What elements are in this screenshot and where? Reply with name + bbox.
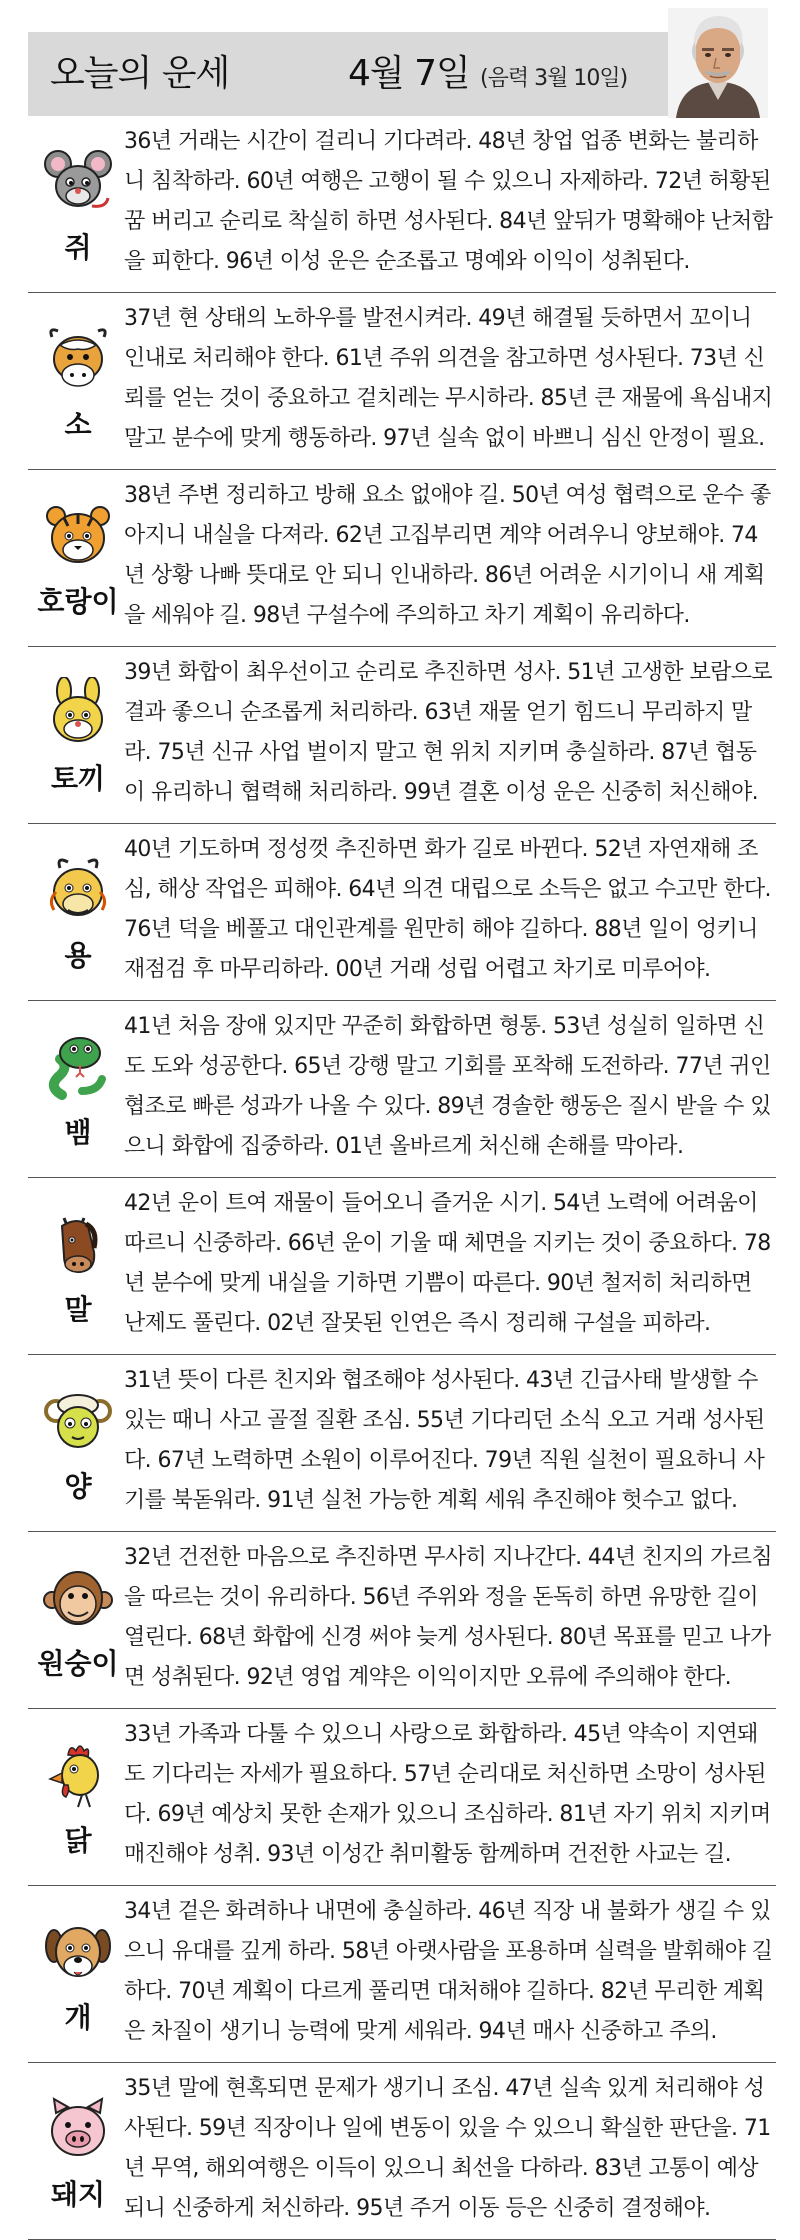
fortune-entry-rabbit [28,647,776,824]
horse-icon [42,1208,114,1280]
fortune-text: 42년 운이 트여 재물이 들어오니 즐거운 시기. 54년 노력에 어려움이 따르니 신중하라. 66년 운이 기울 때 체면을 지키는 것이 중요하다. 78년 분수에 맞게 내실을 기하면 기쁨이 따른다. 90년 철저히 처리하면 난제도 풀린다. 02년 잘못된 인연은 즉시 정리해 구설을 피하라. [124,1191,771,1336]
fortune-entry-dog [28,1886,776,2063]
animal-badge [28,1532,128,1707]
solar-date: 4월 7일 [348,53,470,94]
fortune-text: 40년 기도하며 정성껏 추진하면 화가 길로 바뀐다. 52년 자연재해 조심, 해상 작업은 피해야. 64년 의견 대립으로 소득은 없고 수고만 한다. 76년 덕을 베풀고 대인관계를 원만히 해야 길하다. 88년 일이 엉키니 재점검 후 마무리하라. 00년 거래 성립 어렵고 차기로 미루어야. [124,837,771,982]
fortune-text: 38년 주변 정리하고 방해 요소 없애야 길. 50년 여성 협력으로 운수 좋아지니 내실을 다져라. 62년 고집부리면 계약 어려우니 양보해야. 74년 상황 나빠 뜻대로 안 되니 인내하라. 86년 어려운 시기이니 새 계획을 세워야 길. 98년 구설수에 주의하고 차기 계획이 유리하다. [124,483,771,628]
fortune-text: 31년 뜻이 다른 친지와 협조해야 성사된다. 43년 긴급사태 발생할 수 있는 때니 사고 골절 질환 조심. 55년 기다리던 소식 오고 거래 성사된다. 67년 노력하면 소원이 이루어진다. 79년 직원 실천이 필요하니 사기를 북돋워라. 91년 실천 가능한 계획 세워 추진해야 헛수고 없다. [124,1368,765,1513]
animal-badge [28,1355,128,1530]
animal-name: 원숭이 [37,1647,119,1680]
animal-badge [28,1001,128,1176]
fortune-entry-pig [28,2063,776,2240]
animal-badge [28,293,128,468]
rabbit-icon [42,677,114,749]
fortune-list [28,116,776,2240]
fortune-text: 35년 말에 현혹되면 문제가 생기니 조심. 47년 실속 있게 처리해야 성사된다. 59년 직장이나 일에 변동이 있을 수 있으니 확실한 판단을. 71년 무역, 해외여행은 이득이 있으니 최선을 다하라. 83년 고통이 예상되니 신중하게 처신하라. 95년 주거 이동 등은 신중히 결정해야. [124,2076,771,2221]
animal-badge [28,2063,128,2238]
animal-badge [28,824,128,999]
fortune-entry-horse [28,1178,776,1355]
fortune-text: 37년 현 상태의 노하우를 발전시켜라. 49년 해결될 듯하면서 꼬이니 인내로 처리해야 한다. 61년 주위 의견을 참고하면 성사된다. 73년 신뢰를 얻는 것이 중요하고 겉치레는 무시하라. 85년 큰 재물에 욕심내지 말고 분수에 맞게 행동하라. 97년 실속 없이 바쁘니 심신 안정이 필요. [124,306,773,451]
fortune-text: 34년 겉은 화려하나 내면에 충실하라. 46년 직장 내 불화가 생길 수 있으니 유대를 깊게 하라. 58년 아랫사람을 포용하며 실력을 발휘해야 길하다. 70년 계획이 다르게 풀리면 대처해야 길하다. 82년 무리한 계획은 차질이 생기니 능력에 맞게 세워라. 94년 매사 신중하고 주의. [124,1899,773,2044]
ox-icon [42,323,114,395]
animal-name: 소 [64,408,92,441]
animal-name: 양 [64,1470,92,1503]
fortune-entry-dragon [28,824,776,1001]
rooster-icon [42,1739,114,1811]
dog-icon [42,1916,114,1988]
animal-name: 쥐 [64,231,92,264]
fortune-text: 32년 건전한 마음으로 추진하면 무사히 지나간다. 44년 친지의 가르침을 따르는 것이 유리하다. 56년 주위와 정을 돈독히 하면 유망한 길이 열린다. 68년 화합에 신경 써야 늦게 성사된다. 80년 목표를 믿고 나가면 성취된다. 92년 영업 계약은 이익이지만 오류에 주의해야 한다. [124,1545,773,1690]
animal-name: 개 [64,2001,92,2034]
author-portrait [668,8,768,118]
animal-name: 뱀 [64,1116,92,1149]
fortune-entry-snake [28,1001,776,1178]
animal-name: 용 [64,939,92,972]
animal-badge [28,470,128,645]
fortune-entry-sheep [28,1355,776,1532]
fortune-entry-monkey [28,1532,776,1709]
fortune-text: 36년 거래는 시간이 걸리니 기다려라. 48년 창업 업종 변화는 불리하니 침착하라. 60년 여행은 고행이 될 수 있으니 자제하라. 72년 허황된 꿈 버리고 순리로 착실히 하면 성사된다. 84년 앞뒤가 명확해야 난처함을 피한다. 96년 이성 운은 순조롭고 명예와 이익이 성취된다. [124,129,773,274]
fortune-entry-rooster [28,1709,776,1886]
animal-name: 말 [64,1293,92,1326]
tiger-icon [42,500,114,572]
animal-badge [28,116,128,291]
animal-name: 토끼 [50,762,106,795]
fortune-entry-rat [28,116,776,293]
animal-badge [28,1886,128,2061]
animal-name: 돼지 [50,2178,106,2211]
sheep-icon [42,1385,114,1457]
animal-badge [28,1709,128,1884]
fortune-text: 33년 가족과 다툴 수 있으니 사랑으로 화합하라. 45년 약속이 지연돼도 기다리는 자세가 필요하다. 57년 순리대로 처신하면 소망이 성사된다. 69년 예상치 못한 손재가 있으니 조심하라. 81년 자기 위치 지키며 매진해야 성취. 93년 이성간 취미활동 함께하며 건전한 사교는 길. [124,1722,771,1867]
lunar-date: (음력 3월 10일) [480,66,628,91]
author-portrait-image [668,8,768,118]
animal-name: 호랑이 [37,585,119,618]
rat-icon [42,146,114,218]
fortune-text: 41년 처음 장애 있지만 꾸준히 화합하면 형통. 53년 성실히 일하면 신도 도와 성공한다. 65년 강행 말고 기회를 포착해 도전하라. 77년 귀인 협조로 빠른 성과가 나올 수 있다. 89년 경솔한 행동은 질시 받을 수 있으니 화합에 집중하라. 01년 올바르게 처신해 손해를 막아라. [124,1014,771,1159]
fortune-text: 39년 화합이 최우선이고 순리로 추진하면 성사. 51년 고생한 보람으로 결과 좋으니 순조롭게 처리하라. 63년 재물 얻기 힘드니 무리하지 말라. 75년 신규 사업 벌이지 말고 현 위치 지키며 충실하라. 87년 협동이 유리하니 협력해 처리하라. 99년 결혼 이성 운은 신중히 처신해야. [124,660,773,805]
page-title: 오늘의 운세 [50,53,230,94]
animal-badge [28,1178,128,1353]
fortune-header [28,32,748,116]
monkey-icon [42,1562,114,1634]
animal-badge [28,647,128,822]
fortune-entry-tiger [28,470,776,647]
fortune-entry-ox [28,293,776,470]
dragon-icon [42,854,114,926]
animal-name: 닭 [64,1824,92,1857]
snake-icon [42,1031,114,1103]
pig-icon [42,2093,114,2165]
